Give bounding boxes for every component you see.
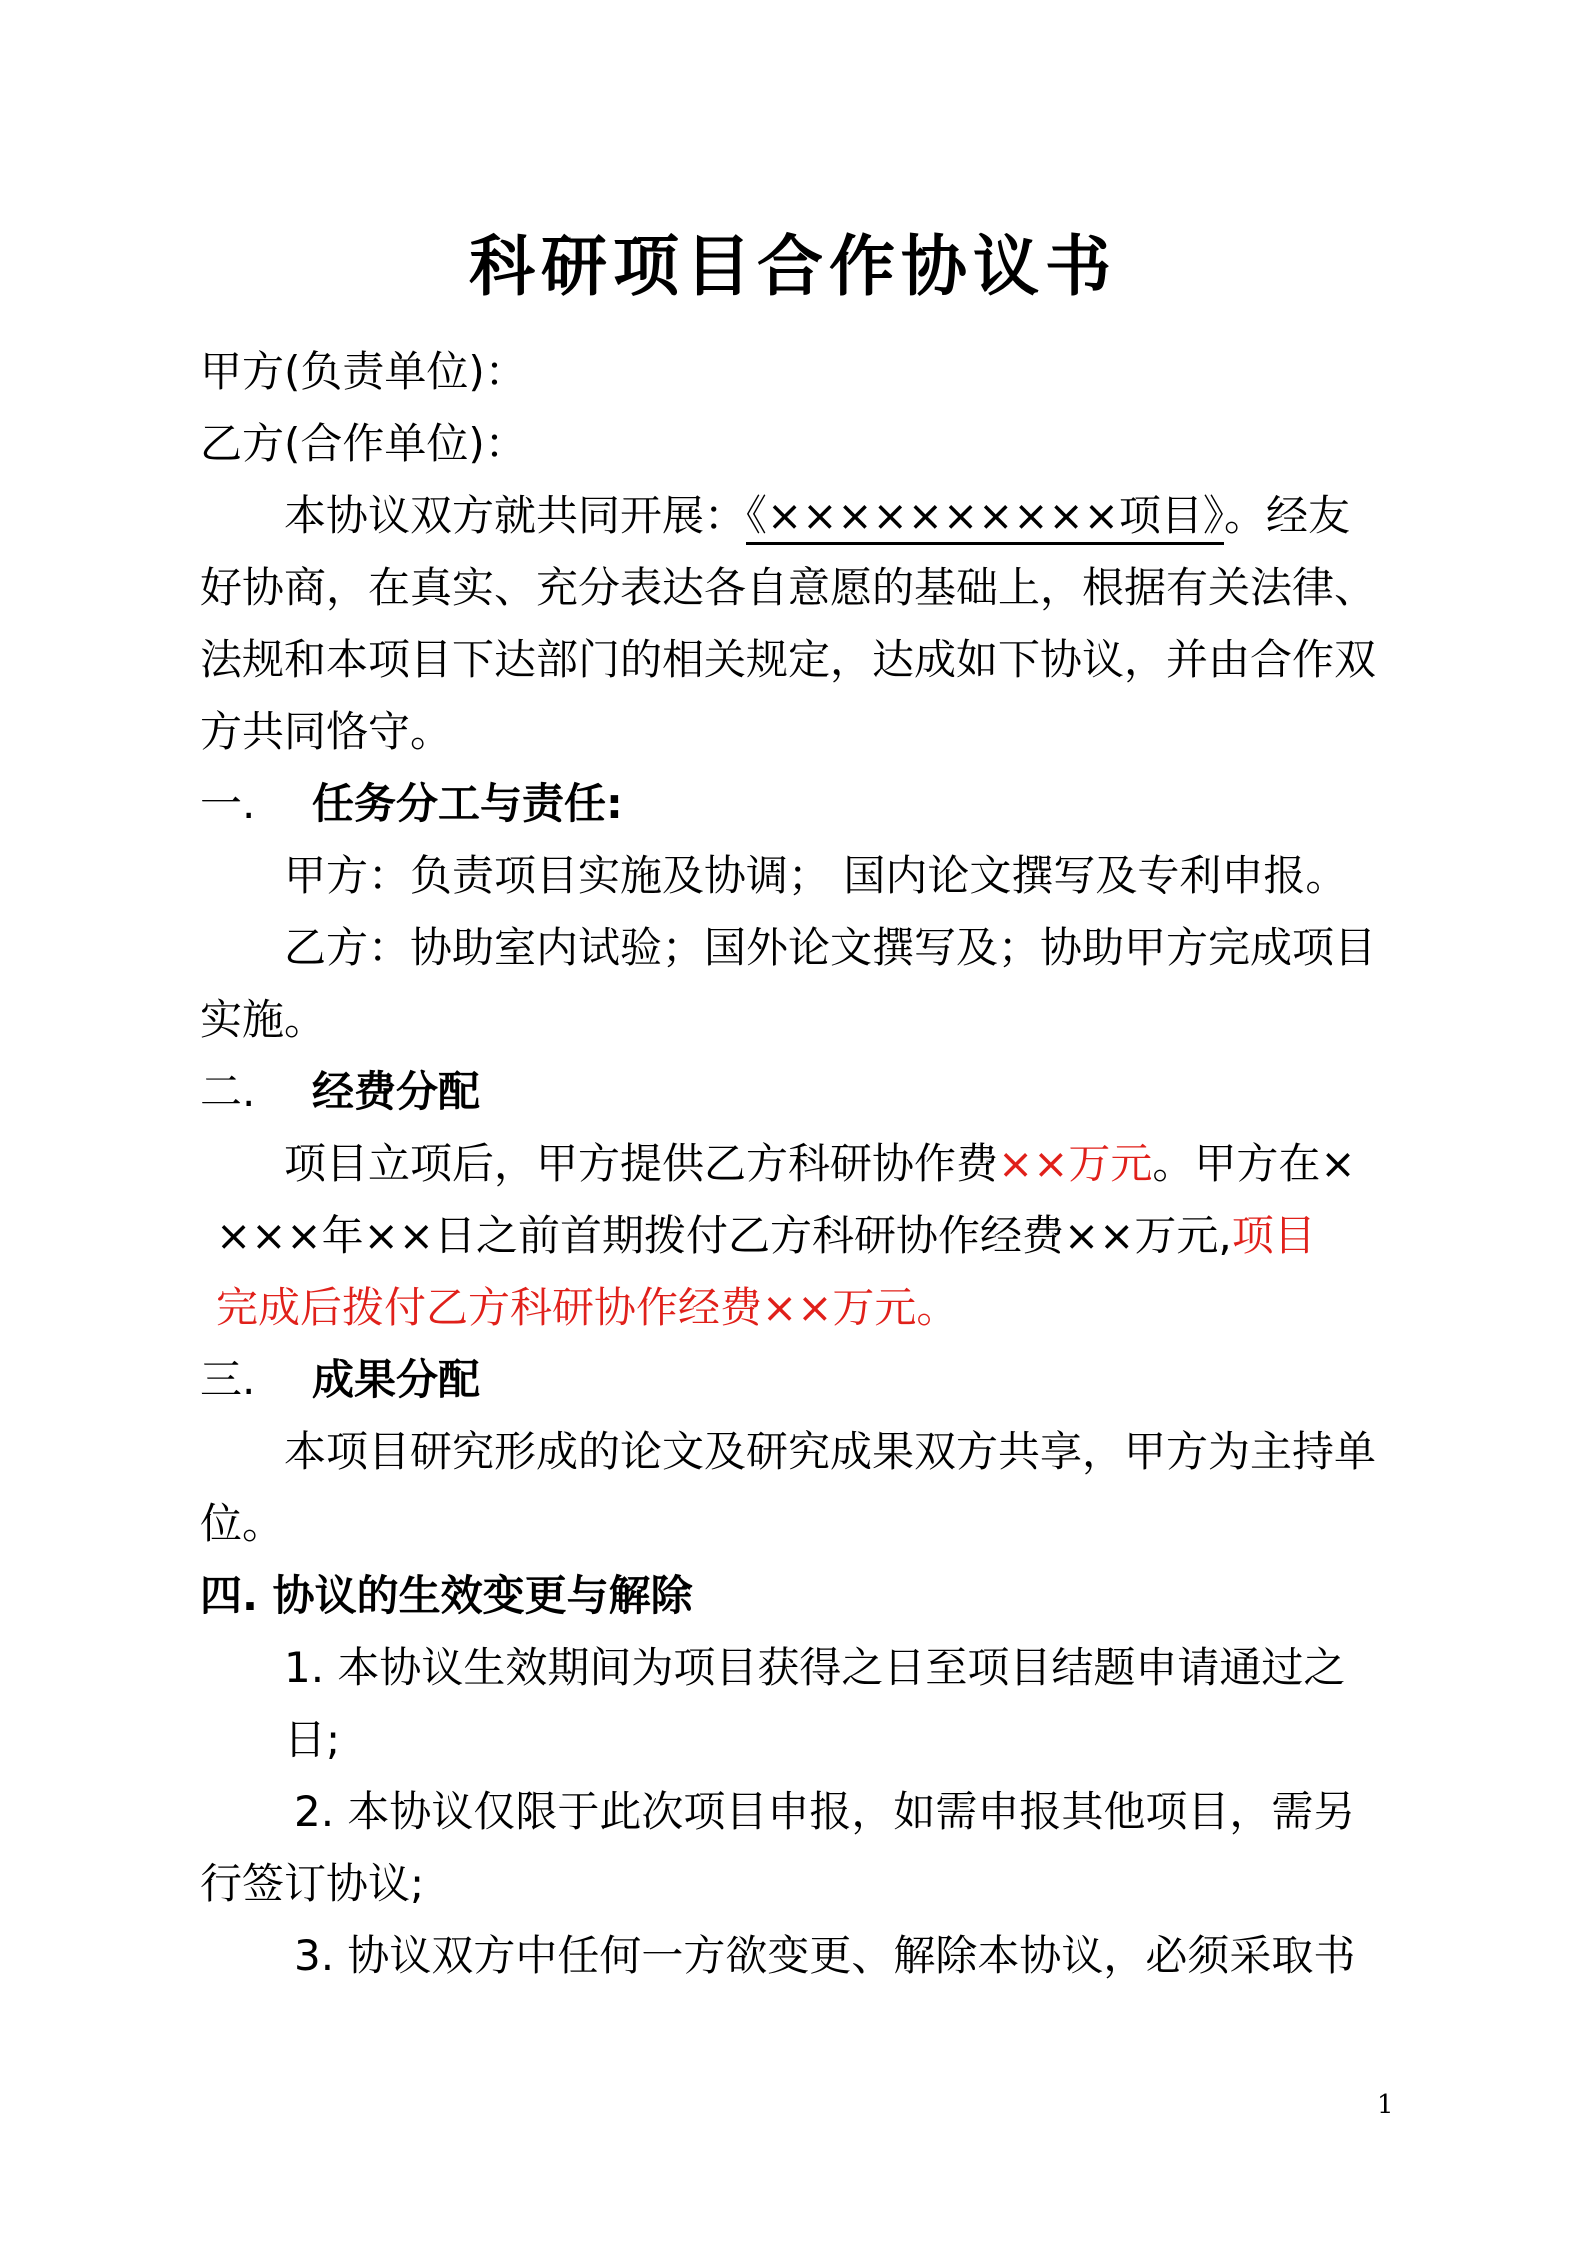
party-b-label: 乙方(合作单位)： <box>200 419 527 468</box>
section-1-heading <box>200 774 1400 834</box>
section-1-title: 任务分工与责任: <box>312 779 623 828</box>
intro-line-4: 方共同恪守。 <box>200 707 453 756</box>
section-4-item-2-line-2: 行签订协议; <box>200 1859 425 1908</box>
section-3-title: 成果分配 <box>312 1355 481 1404</box>
intro-line-1 <box>284 486 1484 546</box>
section-1-party-b-line-1: 乙方：协助室内试验；国外论文撰写及；协助甲方完成项目 <box>284 923 1377 972</box>
intro-prefix: 本协议双方就共同开展： <box>284 491 747 540</box>
document-title: 科研项目合作协议书 <box>469 228 1117 305</box>
section-3-line-1: 本项目研究形成的论文及研究成果双方共享，甲方为主持单 <box>284 1427 1377 1476</box>
intro-suffix: 。经友 <box>1223 491 1350 540</box>
section-1-party-a: 甲方：负责项目实施及协调； 国内论文撰写及专利申报。 <box>284 851 1348 900</box>
page-number: 1 <box>1377 2090 1394 2120</box>
section-1-number: 一. <box>200 779 256 828</box>
section-2-line-1 <box>284 1134 1484 1194</box>
section-4-item-3-line-1: 3. 协议双方中任何一方欲变更、解除本协议，必须采取书 <box>294 1931 1356 1980</box>
section-4-item-1-line-2: 日; <box>284 1715 341 1764</box>
section-4-item-2-line-1: 2. 本协议仅限于此次项目申报，如需申报其他项目，需另 <box>294 1787 1356 1836</box>
section-2-line-2 <box>216 1206 1416 1266</box>
section-3-number: 三. <box>200 1355 256 1404</box>
section-4-item-1-line-1: 1. 本协议生效期间为项目获得之日至项目结题申请通过之 <box>284 1643 1346 1692</box>
funding-text: 项目立项后，甲方提供乙方科研协作费 <box>284 1139 999 1188</box>
section-2-line-3: 完成后拨付乙方科研协作经费××万元。 <box>216 1283 959 1332</box>
section-2-number: 二. <box>200 1067 256 1116</box>
section-2-heading <box>200 1062 1400 1122</box>
section-1-party-b-line-2: 实施。 <box>200 995 327 1044</box>
first-payment-text: ×××年××日之前首期拨付乙方科研协作经费××万元, <box>216 1211 1232 1260</box>
section-2-title: 经费分配 <box>312 1067 481 1116</box>
final-payment-red-start: 项目 <box>1231 1211 1316 1260</box>
funding-text-tail: 。甲方在× <box>1152 1139 1356 1188</box>
intro-line-2: 好协商，在真实、充分表达各自意愿的基础上，根据有关法律、 <box>200 563 1377 612</box>
party-a-label: 甲方(负责单位)： <box>200 347 527 396</box>
intro-line-3: 法规和本项目下达部门的相关规定，达成如下协议，并由合作双 <box>200 635 1377 684</box>
section-3-heading <box>200 1350 1400 1410</box>
section-3-line-2: 位。 <box>200 1499 285 1548</box>
funding-amount-red: ××万元 <box>998 1139 1153 1188</box>
project-name-underlined: 《××××××××××项目》 <box>746 491 1224 545</box>
section-4-heading: 四. 协议的生效变更与解除 <box>200 1571 693 1620</box>
